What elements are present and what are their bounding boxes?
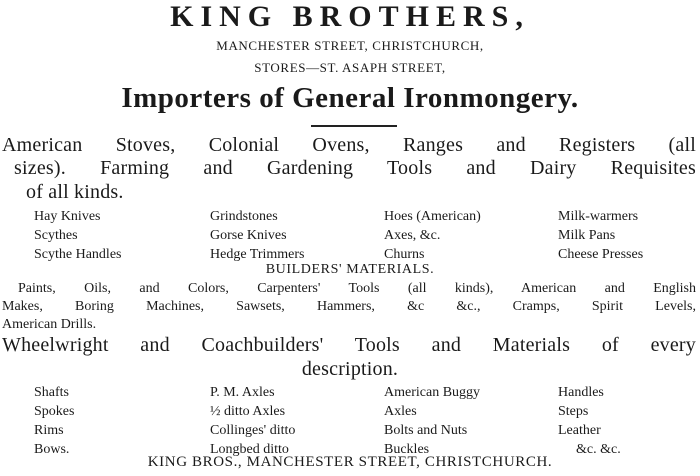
list-item: Rims	[34, 423, 64, 438]
list-item: Cheese Presses	[558, 247, 644, 262]
list-item: Axles	[384, 404, 417, 419]
advertiser-title: KING BROTHERS,	[170, 0, 530, 33]
footer-line: KING BROS., MANCHESTER STREET, CHRISTCHURCH.	[147, 454, 553, 470]
list-item: Hedge Trimmers	[210, 247, 305, 262]
list-item: Hay Knives	[34, 209, 101, 224]
list-item: ½ ditto Axles	[210, 404, 286, 419]
list-item: Bolts and Nuts	[384, 423, 468, 438]
list-item: Collinges' ditto	[210, 423, 296, 438]
address-line-2: STORES—ST. ASAPH STREET,	[254, 60, 446, 75]
list-item: Buckles	[384, 442, 430, 457]
list-item: Gorse Knives	[210, 228, 287, 243]
list-item: Scythes	[34, 228, 78, 243]
list-item: Bows.	[34, 442, 70, 457]
wheelwright-line-1: Wheelwright and Coachbuilders' Tools and Materials of every	[2, 334, 696, 356]
list-item: Axes, &c.	[384, 228, 441, 243]
list-item: Leather	[558, 423, 601, 438]
wheelwright-line-2: description.	[301, 358, 399, 380]
divider-rule	[311, 125, 397, 127]
builders-heading: BUILDERS' MATERIALS.	[265, 262, 435, 277]
builders-line-1: Paints, Oils, and Colors, Carpenters' Tools (all kinds), American and English	[18, 281, 696, 296]
list-item: Milk-warmers	[558, 209, 639, 224]
product-list-2	[34, 383, 694, 459]
intro-line-1: American Stoves, Colonial Ovens, Ranges and Registers (all	[2, 134, 696, 156]
product-list-1	[34, 207, 694, 264]
list-item: Hoes (American)	[384, 209, 481, 224]
list-item: Spokes	[34, 404, 75, 419]
intro-line-2: sizes). Farming and Gardening Tools and Dairy Requisites	[14, 157, 696, 179]
builders-line-2: Makes, Boring Machines, Sawsets, Hammers, &c &c., Cramps, Spirit Levels,	[2, 299, 696, 314]
page-heading: Importers of General Ironmongery.	[121, 82, 579, 114]
address-line-1: MANCHESTER STREET, CHRISTCHURCH,	[216, 38, 484, 53]
list-item: Shafts	[34, 385, 69, 400]
list-item: Milk Pans	[558, 228, 616, 243]
list-item: Longbed ditto	[210, 442, 289, 457]
intro-line-3: of all kinds.	[26, 181, 124, 203]
list-item: &c. &c.	[576, 442, 621, 457]
list-item: Handles	[558, 385, 604, 400]
list-item: Steps	[558, 404, 589, 419]
list-item: Grindstones	[210, 209, 278, 224]
list-item: American Buggy	[384, 385, 481, 400]
list-item: Scythe Handles	[34, 247, 122, 262]
list-item: P. M. Axles	[210, 385, 275, 400]
builders-line-3: American Drills.	[2, 317, 97, 332]
list-item: Churns	[384, 247, 425, 262]
